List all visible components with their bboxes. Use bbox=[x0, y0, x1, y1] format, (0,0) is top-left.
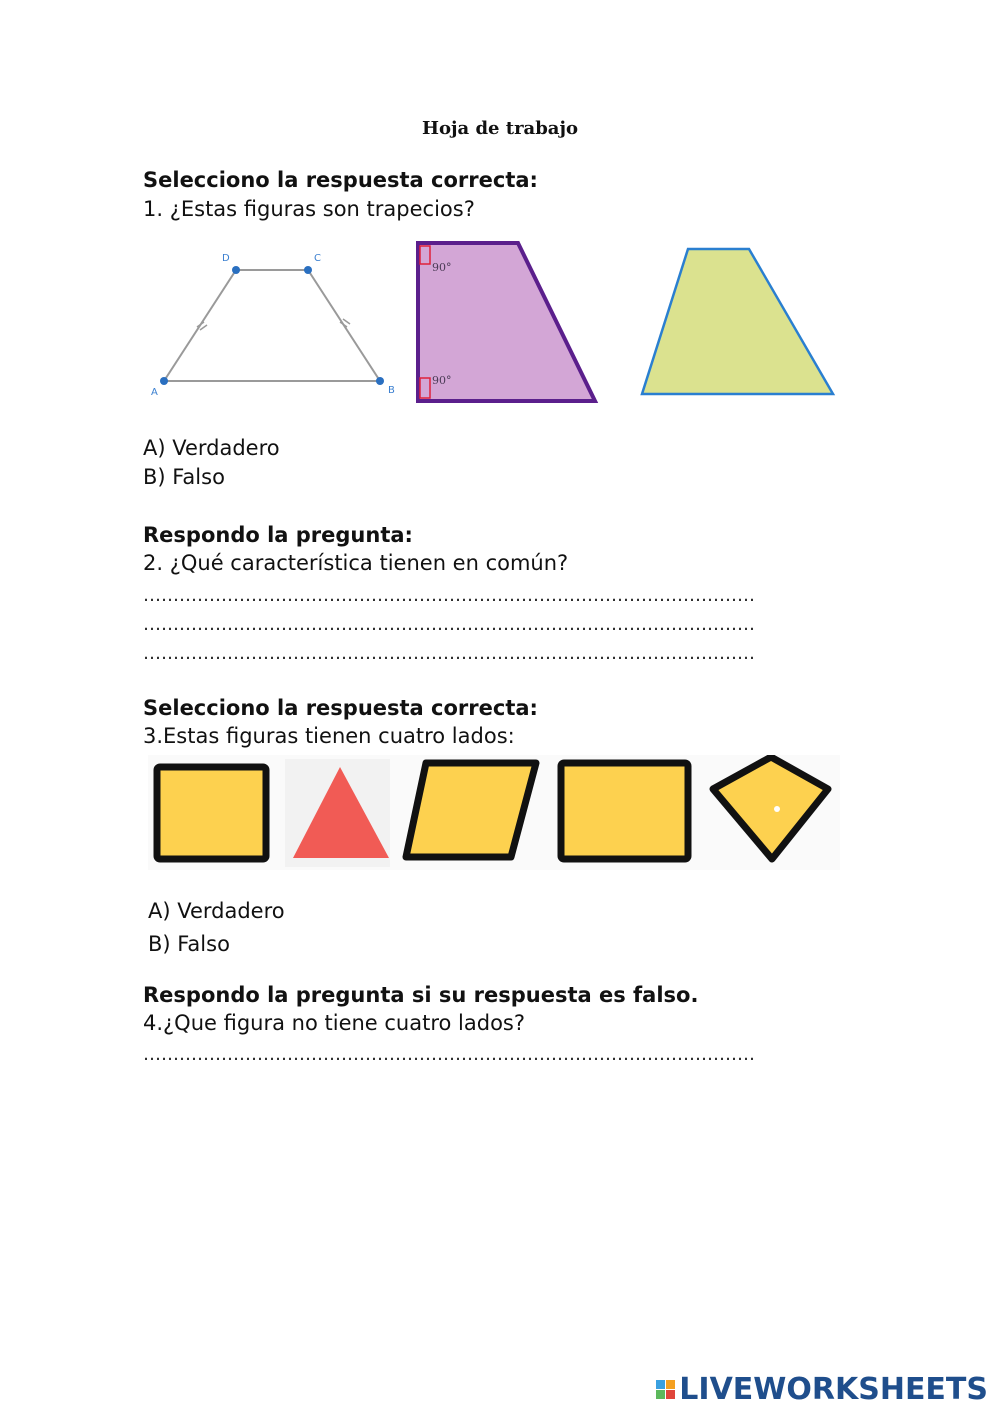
yellow-parallelogram bbox=[406, 763, 536, 857]
angle-label-bottom: 90° bbox=[432, 374, 452, 387]
question-3: 3.Estas figuras tienen cuatro lados: bbox=[143, 724, 515, 748]
brand-name: LIVEWORKSHEETS bbox=[679, 1372, 988, 1407]
answer-line[interactable]: ………………………………………………………………………………………… bbox=[143, 643, 755, 664]
instruction-3: Selecciono la respuesta correcta: bbox=[143, 696, 538, 720]
question-1: 1. ¿Estas figuras son trapecios? bbox=[143, 197, 475, 221]
answer-line[interactable]: ………………………………………………………………………………………… bbox=[143, 585, 755, 606]
brand-logo bbox=[656, 1372, 988, 1407]
instruction-1: Selecciono la respuesta correcta: bbox=[143, 168, 538, 192]
yellow-rectangle bbox=[561, 763, 688, 859]
green-trapezoid bbox=[642, 249, 833, 394]
yellow-square bbox=[157, 767, 266, 859]
page-title: Hoja de trabajo bbox=[422, 118, 578, 139]
brand-logo-icon bbox=[656, 1380, 675, 1399]
option-1b[interactable]: B) Falso bbox=[143, 465, 225, 489]
shapes-row bbox=[148, 755, 840, 870]
trapezoid-figures bbox=[140, 238, 850, 408]
answer-line[interactable]: ………………………………………………………………………………………… bbox=[143, 614, 755, 635]
instruction-2: Respondo la pregunta: bbox=[143, 523, 413, 547]
answer-line[interactable]: ………………………………………………………………………………………… bbox=[143, 1044, 755, 1065]
option-1a[interactable]: A) Verdadero bbox=[143, 436, 280, 460]
isosceles-trapezoid bbox=[151, 253, 395, 398]
option-3b[interactable]: B) Falso bbox=[148, 932, 230, 956]
vertex-label-a: A bbox=[151, 387, 158, 398]
vertex-label-b: B bbox=[388, 385, 395, 396]
instruction-4: Respondo la pregunta si su respuesta es falso. bbox=[143, 983, 699, 1007]
vertex-label-c: C bbox=[314, 253, 321, 264]
question-2: 2. ¿Qué característica tienen en común? bbox=[143, 551, 569, 575]
angle-label-top: 90° bbox=[432, 261, 452, 274]
option-3a[interactable]: A) Verdadero bbox=[148, 899, 285, 923]
question-4: 4.¿Que figura no tiene cuatro lados? bbox=[143, 1011, 526, 1035]
vertex-label-d: D bbox=[222, 253, 230, 264]
right-trapezoid bbox=[418, 243, 595, 401]
